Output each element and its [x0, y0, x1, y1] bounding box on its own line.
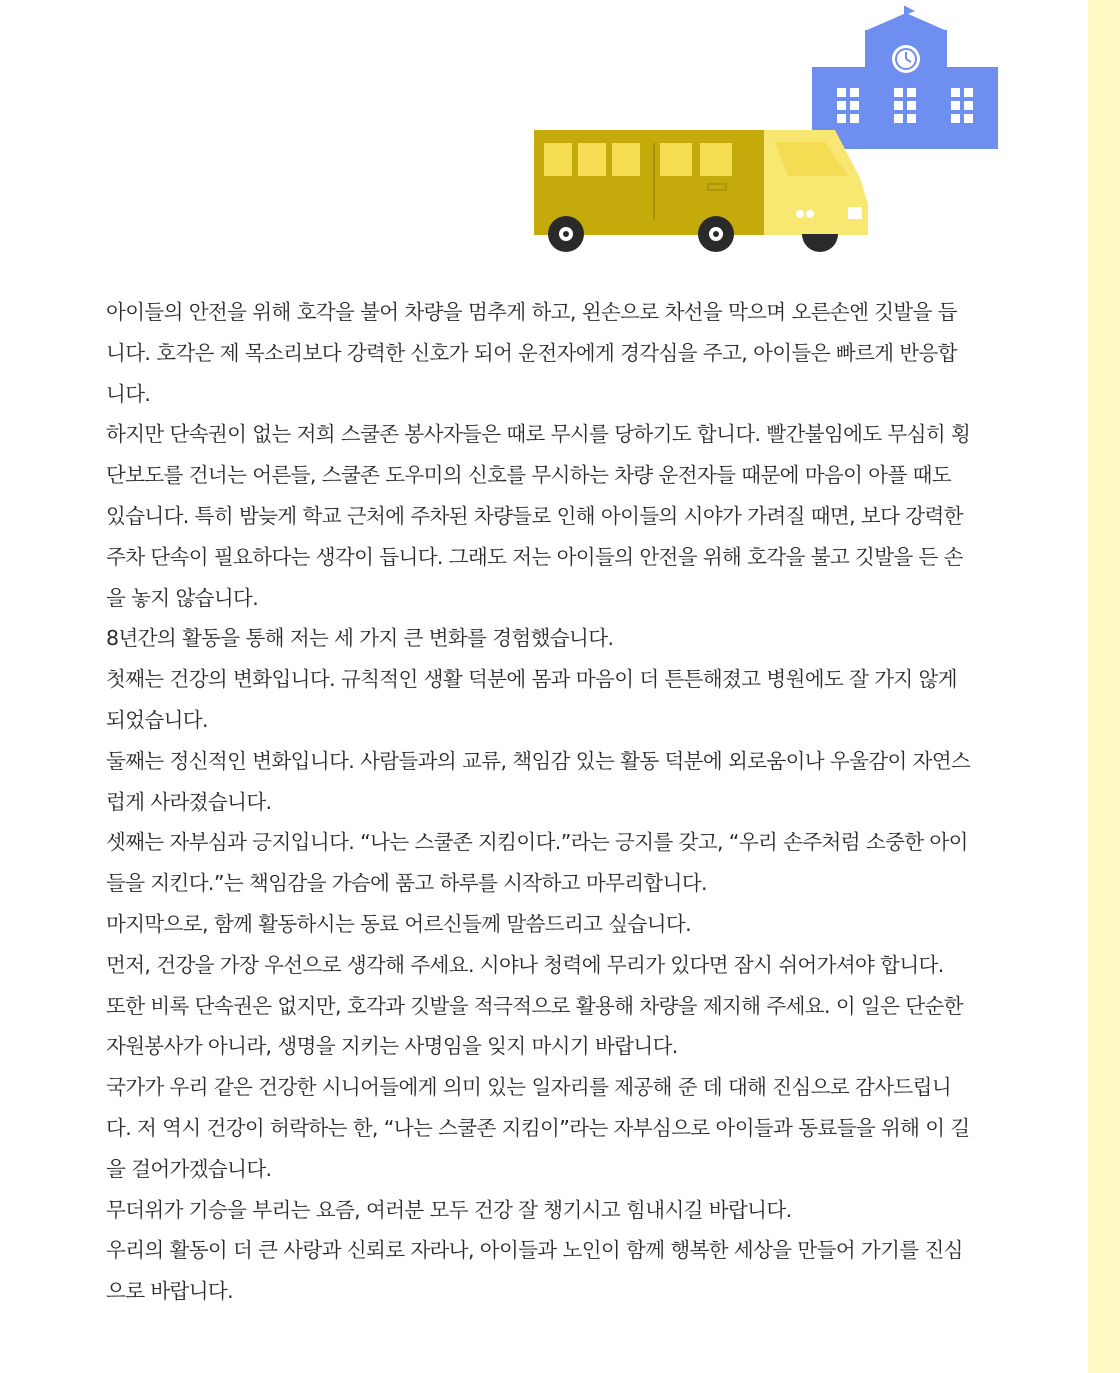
bus-wheel-rear	[548, 216, 584, 252]
paragraph-difficulties: 하지만 단속권이 없는 저희 스쿨존 봉사자들은 때로 무시를 당하기도 합니다. 빨간불임에도 무심히 횡단보도를 건너는 어른들, 스쿨존 도우미의 신호를 무시하는 차량 운전자들 때문에 마음이 아플 때도 있습니다. 특히 밤늦게 학교 근처에 주차된 차량들로 인해 아이들의 시야가 가려질 때면, 보다 강력한 주차 단속이 필요하다는 생각이 듭니다. 그래도 저는 아이들의 안전을 위해 호각을 불고 깃발을 든 손을 놓지 않습니다.	[106, 422, 971, 610]
paragraph-first-change: 첫째는 건강의 변화입니다. 규칙적인 생활 덕분에 몸과 마음이 더 튼튼해졌고 병원에도 잘 가지 않게 되었습니다.	[106, 667, 957, 732]
paragraph-summer-wishes: 무더위가 기승을 부리는 요즘, 여러분 모두 건강 잘 챙기시고 힘내시길 바랍니다.	[106, 1197, 792, 1222]
school-bus-scene	[520, 0, 1020, 270]
bus-wheel-front	[802, 234, 838, 252]
side-decoration-strip	[1088, 0, 1120, 1373]
paragraph-closing: 우리의 활동이 더 큰 사랑과 신뢰로 자라나, 아이들과 노인이 함께 행복한 세상을 만들어 가기를 진심으로 바랍니다.	[106, 1238, 963, 1304]
paragraph-active-use: 또한 비록 단속권은 없지만, 호각과 깃발을 적극적으로 활용해 차량을 제지해 주세요. 이 일은 단순한 자원봉사가 아니라, 생명을 지키는 사명임을 잊지 마시기 바랍니다.	[106, 993, 963, 1059]
paragraph-health-first: 먼저, 건강을 가장 우선으로 생각해 주세요. 시야나 청력에 무리가 있다면 잠시 쉬어가셔야 합니다.	[106, 952, 944, 977]
paragraph-second-change: 둘째는 정신적인 변화입니다. 사람들과의 교류, 책임감 있는 활동 덕분에 외로움이나 우울감이 자연스럽게 사라졌습니다.	[106, 748, 971, 814]
paragraph-message-intro: 마지막으로, 함께 활동하시는 동료 어르신들께 말씀드리고 싶습니다.	[106, 911, 692, 936]
paragraph-three-changes: 8년간의 활동을 통해 저는 세 가지 큰 변화를 경험했습니다.	[106, 626, 614, 651]
clock-icon	[892, 45, 920, 73]
school-bus-icon	[534, 130, 868, 252]
paragraph-whistle: 아이들의 안전을 위해 호각을 불어 차량을 멈추게 하고, 왼손으로 차선을 막으며 오른손엔 깃발을 듭니다. 호각은 제 목소리보다 강력한 신호가 되어 운전자에게 경각심을 주고, 아이들은 빠르게 반응합니다.	[106, 300, 957, 406]
paragraph-third-change: 셋째는 자부심과 긍지입니다. “나는 스쿨존 지킴이다.”라는 긍지를 갖고, “우리 손주처럼 소중한 아이들을 지킨다.”는 책임감을 가슴에 품고 하루를 시작하고 마무리합니다.	[106, 830, 968, 896]
school-bus-illustration	[520, 0, 1020, 270]
flag-icon	[905, 6, 915, 15]
article-body	[106, 292, 976, 1312]
paragraph-gratitude: 국가가 우리 같은 건강한 시니어들에게 의미 있는 일자리를 제공해 준 데 대해 진심으로 감사드립니다. 저 역시 건강이 허락하는 한, “나는 스쿨존 지킴이”라는 자부심으로 아이들과 동료들을 위해 이 길을 걸어가겠습니다.	[106, 1075, 970, 1181]
school-building-icon	[812, 6, 998, 149]
bus-wheel-middle	[698, 216, 734, 252]
